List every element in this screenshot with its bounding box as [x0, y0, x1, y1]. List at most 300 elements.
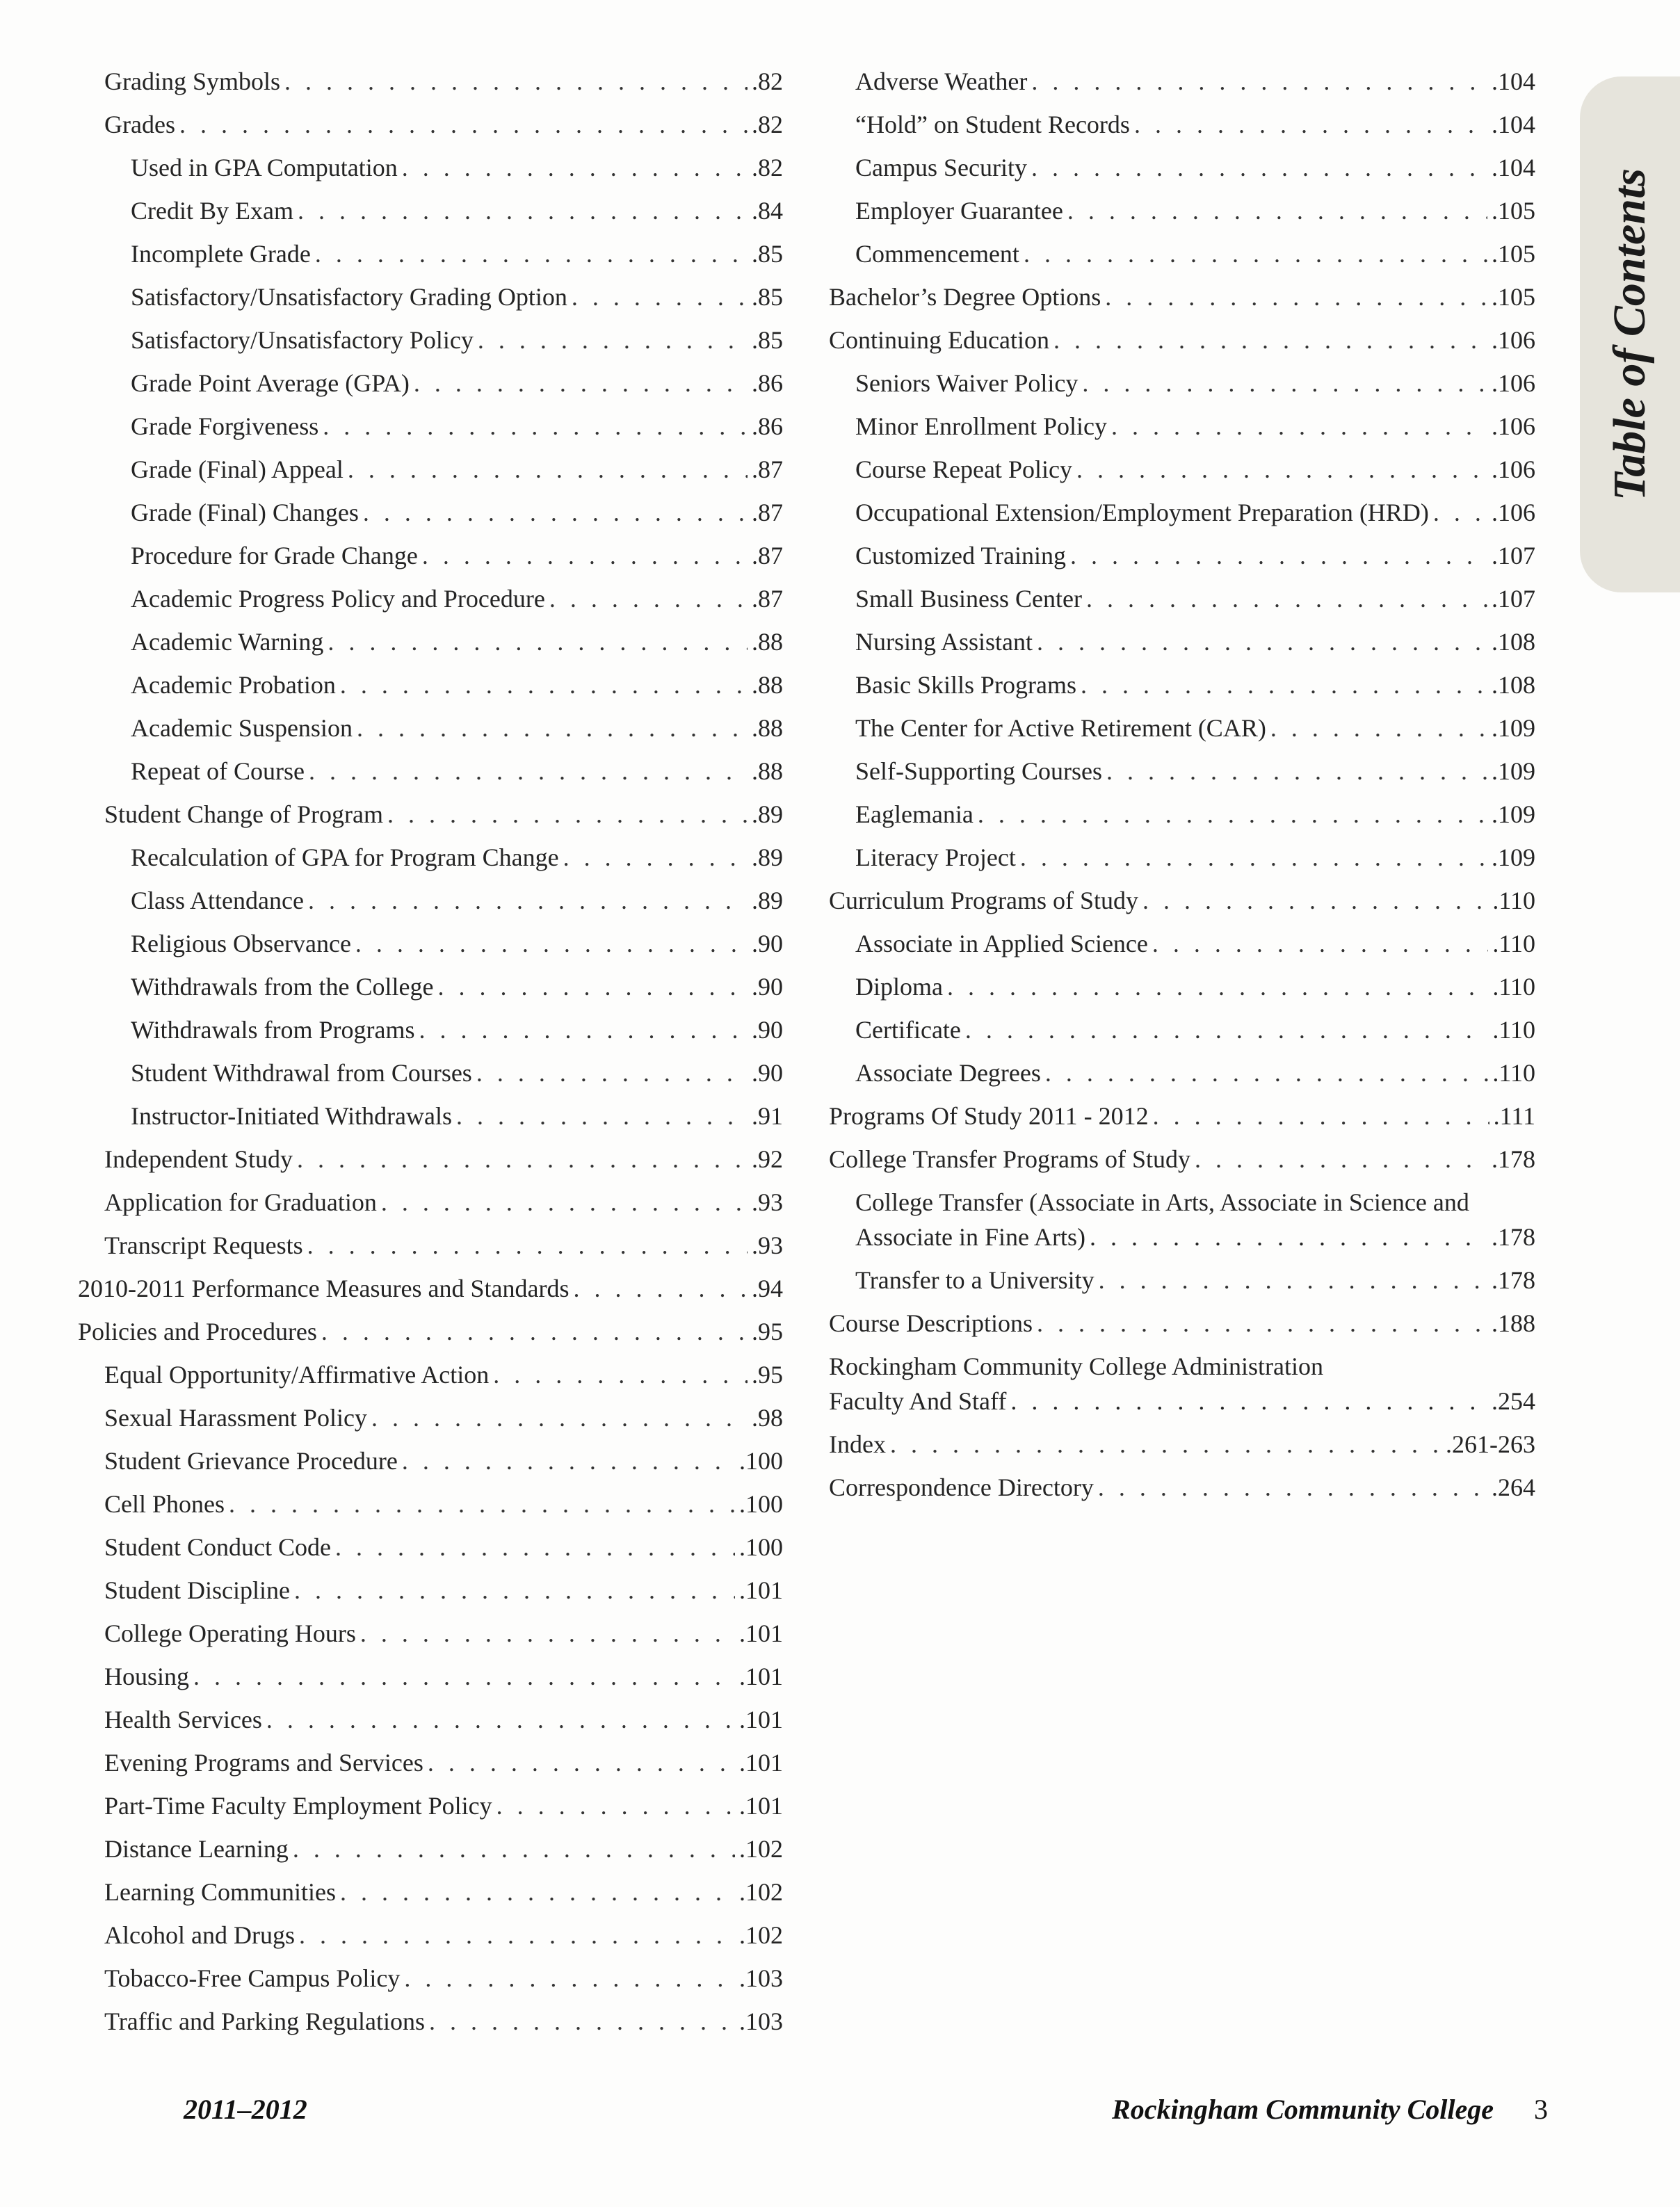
- toc-entry-page: .106: [1492, 499, 1535, 526]
- dot-leader: [323, 409, 748, 444]
- toc-entry[interactable]: [78, 2004, 783, 2039]
- toc-entry[interactable]: [78, 150, 783, 185]
- toc-entry[interactable]: [78, 1357, 783, 1392]
- toc-entry-page: .110: [1492, 973, 1535, 1001]
- dot-leader: [422, 538, 748, 573]
- toc-entry-page: .178: [1492, 1145, 1535, 1173]
- toc-entry[interactable]: [829, 1012, 1535, 1047]
- toc-entry-title: Policies and Procedures: [78, 1318, 317, 1345]
- dot-leader: [965, 1012, 1488, 1047]
- dot-leader: [1195, 1142, 1487, 1177]
- toc-entry[interactable]: [78, 1788, 783, 1823]
- toc-entry-title: Satisfactory/Unsatisfactory Policy: [131, 326, 474, 354]
- dot-leader: [340, 1875, 735, 1909]
- dot-leader: [229, 1487, 735, 1521]
- toc-entry-page: .86: [752, 369, 783, 397]
- toc-entry-title: Equal Opportunity/Affirmative Action: [104, 1361, 490, 1389]
- toc-entry-title: Bachelor’s Degree Options: [829, 283, 1101, 311]
- dot-leader: [1082, 366, 1487, 401]
- toc-entry-page: .110: [1492, 930, 1535, 957]
- toc-entry-page: .108: [1492, 671, 1535, 699]
- toc-entry-title: Health Services: [104, 1706, 262, 1733]
- toc-entry-page: .110: [1492, 1059, 1535, 1087]
- dot-leader: [381, 1185, 748, 1220]
- toc-entry-title: Cell Phones: [104, 1490, 225, 1518]
- toc-entry-title: Transfer to a University: [855, 1266, 1095, 1294]
- toc-entry-title: Student Conduct Code: [104, 1533, 331, 1561]
- toc-entry-title: Alcohol and Drugs: [104, 1921, 295, 1949]
- toc-entry[interactable]: [829, 150, 1535, 185]
- toc-entry-page: .111: [1493, 1102, 1535, 1130]
- toc-entry-page: .101: [739, 1749, 783, 1777]
- dot-leader: [572, 280, 748, 314]
- dot-leader: [1067, 193, 1487, 228]
- toc-entry-title: Customized Training: [855, 542, 1067, 569]
- toc-entry[interactable]: [829, 64, 1535, 99]
- dot-leader: [549, 581, 748, 616]
- toc-entry-page: .103: [739, 2007, 783, 2035]
- toc-entry-title: Grade Point Average (GPA): [131, 369, 410, 397]
- toc-entry[interactable]: [829, 1056, 1535, 1090]
- dot-leader: [321, 1314, 748, 1349]
- toc-entry-title: Adverse Weather: [855, 67, 1028, 95]
- toc-entry-page: .101: [739, 1663, 783, 1690]
- toc-entry-title: Course Repeat Policy: [855, 455, 1072, 483]
- toc-entry[interactable]: [78, 64, 783, 99]
- dot-leader: [1086, 581, 1487, 616]
- dot-leader: [266, 1702, 735, 1737]
- dot-leader: [387, 797, 748, 832]
- toc-entry[interactable]: [78, 236, 783, 271]
- dot-leader: [478, 323, 748, 357]
- toc-entry[interactable]: [78, 1961, 783, 1996]
- toc-entry-page: .89: [752, 887, 783, 914]
- dot-leader: [293, 1832, 735, 1866]
- dot-leader: [307, 1228, 748, 1263]
- dot-leader: [402, 1444, 735, 1478]
- toc-entry-title: Withdrawals from the College: [131, 973, 434, 1001]
- toc-entry-title: Eaglemania: [855, 800, 974, 828]
- toc-entry-title: Basic Skills Programs: [855, 671, 1077, 699]
- toc-entry[interactable]: [78, 193, 783, 228]
- toc-entry-page: .109: [1492, 714, 1535, 742]
- toc-entry[interactable]: [829, 1306, 1535, 1341]
- toc-entry-title: Incomplete Grade: [131, 240, 311, 268]
- section-tab[interactable]: [1580, 76, 1680, 592]
- dot-leader: [476, 1056, 748, 1090]
- toc-entry[interactable]: [78, 1702, 783, 1737]
- dot-leader: [1152, 926, 1488, 961]
- dot-leader: [890, 1427, 1441, 1462]
- toc-entry-title: Academic Warning: [131, 628, 324, 656]
- toc-entry-page: .82: [752, 154, 783, 181]
- dot-leader: [360, 1616, 735, 1651]
- dot-leader: [1076, 452, 1487, 487]
- toc-entry-page: .188: [1492, 1309, 1535, 1337]
- toc-entry-title: Part-Time Faculty Employment Policy: [104, 1792, 492, 1820]
- dot-leader: [1105, 280, 1487, 314]
- dot-leader: [1111, 409, 1487, 444]
- dot-leader: [1031, 64, 1487, 99]
- toc-entry[interactable]: [829, 236, 1535, 271]
- toc-entry-page: .254: [1492, 1387, 1535, 1415]
- dot-leader: [363, 495, 748, 530]
- toc-entry[interactable]: [78, 1487, 783, 1521]
- toc-entry[interactable]: [829, 668, 1535, 702]
- toc-entry-page: .98: [752, 1404, 783, 1432]
- dot-leader: [179, 107, 748, 142]
- dot-leader: [1070, 538, 1487, 573]
- toc-entry[interactable]: [829, 280, 1535, 314]
- toc-entry-title: Student Discipline: [104, 1576, 290, 1604]
- toc-entry-page: .104: [1492, 67, 1535, 95]
- toc-entry-page: .90: [752, 930, 783, 957]
- toc-entry-title: College Transfer Programs of Study: [829, 1145, 1190, 1173]
- page-number: 3: [1534, 2094, 1548, 2125]
- toc-entry-page: .109: [1492, 757, 1535, 785]
- toc-entry[interactable]: [78, 668, 783, 702]
- toc-entry[interactable]: [829, 1263, 1535, 1297]
- toc-entry-title: Traffic and Parking Regulations: [104, 2007, 425, 2035]
- dot-leader: [1031, 150, 1487, 185]
- toc-entry[interactable]: [829, 1349, 1535, 1418]
- toc-entry-page: .88: [752, 757, 783, 785]
- dot-leader: [1099, 1263, 1487, 1297]
- dot-leader: [348, 452, 748, 487]
- toc-entry-title: Minor Enrollment Policy: [855, 412, 1107, 440]
- toc-entry-title: Satisfactory/Unsatisfactory Grading Option: [131, 283, 567, 311]
- toc-entry[interactable]: [78, 1056, 783, 1090]
- toc-entry[interactable]: [829, 624, 1535, 659]
- toc-entry-title: Class Attendance: [131, 887, 304, 914]
- toc-entry[interactable]: [78, 1659, 783, 1694]
- dot-leader: [429, 2004, 735, 2039]
- toc-entry-page: .94: [752, 1275, 783, 1302]
- toc-entry-title: Procedure for Grade Change: [131, 542, 418, 569]
- toc-entry-page: .93: [752, 1188, 783, 1216]
- footer-year: 2011–2012: [184, 2094, 307, 2125]
- dot-leader: [1090, 1220, 1487, 1254]
- toc-entry[interactable]: [829, 883, 1535, 918]
- toc-entry[interactable]: [78, 1573, 783, 1608]
- toc-entry[interactable]: [829, 538, 1535, 573]
- toc-entry[interactable]: [78, 1616, 783, 1651]
- toc-entry-title: College Operating Hours: [104, 1619, 356, 1647]
- dot-leader: [309, 754, 748, 789]
- toc-entry-title: Academic Progress Policy and Procedure: [131, 585, 545, 613]
- toc-entry-page: .85: [752, 240, 783, 268]
- toc-entry[interactable]: [78, 1185, 783, 1220]
- toc-entry-title: Commencement: [855, 240, 1019, 268]
- toc-entry-title: Correspondence Directory: [829, 1473, 1094, 1501]
- dot-leader: [437, 969, 748, 1004]
- toc-entry-title-line: College Transfer (Associate in Arts, Associate in Science and: [855, 1188, 1469, 1216]
- toc-entry-title: Programs Of Study 2011 - 2012: [829, 1102, 1149, 1130]
- toc-entry[interactable]: [78, 1012, 783, 1047]
- toc-entry[interactable]: [78, 409, 783, 444]
- toc-entry-title: Application for Graduation: [104, 1188, 377, 1216]
- toc-entry[interactable]: [78, 1142, 783, 1177]
- toc-entry-page: .101: [739, 1619, 783, 1647]
- dot-leader: [1045, 1056, 1488, 1090]
- toc-entry[interactable]: [829, 495, 1535, 530]
- toc-entry[interactable]: [829, 323, 1535, 357]
- toc-entry-title: Grade (Final) Changes: [131, 499, 359, 526]
- toc-entry-page: .92: [752, 1145, 783, 1173]
- toc-entry[interactable]: [829, 969, 1535, 1004]
- toc-entry-page: .82: [752, 67, 783, 95]
- toc-entry[interactable]: [78, 1444, 783, 1478]
- toc-entry-page: .101: [739, 1792, 783, 1820]
- toc-entry-page: .110: [1492, 887, 1535, 914]
- dot-leader: [357, 711, 748, 745]
- toc-entry-title: Diploma: [855, 973, 943, 1001]
- toc-entry[interactable]: [78, 581, 783, 616]
- dot-leader: [1037, 624, 1487, 659]
- toc-entry-page: .88: [752, 671, 783, 699]
- dot-leader: [193, 1659, 735, 1694]
- dot-leader: [493, 1357, 748, 1392]
- toc-entry-page: .87: [752, 542, 783, 569]
- toc-entry[interactable]: [829, 1099, 1535, 1133]
- toc-entry[interactable]: [78, 1314, 783, 1349]
- toc-entry[interactable]: [78, 1875, 783, 1909]
- toc-entry-title: Used in GPA Computation: [131, 154, 398, 181]
- toc-entry[interactable]: [78, 969, 783, 1004]
- toc-entry-page: .95: [752, 1318, 783, 1345]
- dot-leader: [1153, 1099, 1489, 1133]
- dot-leader: [298, 193, 748, 228]
- toc-entry[interactable]: [829, 452, 1535, 487]
- dot-leader: [1270, 711, 1487, 745]
- toc-entry-page: .102: [739, 1835, 783, 1863]
- dot-leader: [294, 1573, 735, 1608]
- toc-entry-title: Independent Study: [104, 1145, 293, 1173]
- toc-entry-page: .100: [739, 1533, 783, 1561]
- dot-leader: [1020, 840, 1487, 875]
- toc-entry-title: Grade (Final) Appeal: [131, 455, 344, 483]
- dot-leader: [1024, 236, 1487, 271]
- toc-entry-title: Employer Guarantee: [855, 197, 1063, 225]
- toc-entry[interactable]: [829, 409, 1535, 444]
- toc-entry-page: .101: [739, 1576, 783, 1604]
- toc-entry[interactable]: [829, 926, 1535, 961]
- toc-entry[interactable]: [78, 1228, 783, 1263]
- toc-entry-title: Sexual Harassment Policy: [104, 1404, 367, 1432]
- dot-leader: [299, 1918, 735, 1953]
- toc-left-column: [78, 64, 783, 2047]
- dot-leader: [978, 797, 1487, 832]
- dot-leader: [573, 1271, 748, 1306]
- toc-entry-page: .106: [1492, 455, 1535, 483]
- toc-entry-title: Associate in Applied Science: [855, 930, 1148, 957]
- toc-entry[interactable]: [78, 366, 783, 401]
- toc-entry-page: .84: [752, 197, 783, 225]
- toc-entry-page: .104: [1492, 154, 1535, 181]
- toc-entry-title: Index: [829, 1430, 886, 1458]
- toc-entry-title: Grading Symbols: [104, 67, 281, 95]
- dot-leader: [402, 150, 748, 185]
- toc-entry-page: .90: [752, 973, 783, 1001]
- dot-leader: [297, 1142, 748, 1177]
- toc-entry-page: .105: [1492, 240, 1535, 268]
- toc-entry-page: .109: [1492, 800, 1535, 828]
- toc-entry[interactable]: [829, 581, 1535, 616]
- dot-leader: [308, 883, 748, 918]
- section-tab-label: Table of Contents: [1604, 168, 1656, 501]
- toc-entry-page: .87: [752, 455, 783, 483]
- toc-entry-title: Seniors Waiver Policy: [855, 369, 1079, 397]
- toc-entry-title: Faculty And Staff: [829, 1387, 1007, 1415]
- toc-entry[interactable]: [829, 366, 1535, 401]
- toc-entry[interactable]: [829, 840, 1535, 875]
- toc-entry-page: .100: [739, 1490, 783, 1518]
- toc-entry-page: .102: [739, 1921, 783, 1949]
- toc-entry-page: .105: [1492, 283, 1535, 311]
- toc-entry-page: .107: [1492, 542, 1535, 569]
- toc-entry-title: 2010-2011 Performance Measures and Standards: [78, 1275, 570, 1302]
- toc-entry[interactable]: [78, 1832, 783, 1866]
- toc-entry-page: .91: [752, 1102, 783, 1130]
- toc-entry[interactable]: [78, 1099, 783, 1133]
- toc-entry[interactable]: [78, 538, 783, 573]
- toc-entry-title: Repeat of Course: [131, 757, 305, 785]
- toc-entry[interactable]: [78, 624, 783, 659]
- dot-leader: [1053, 323, 1487, 357]
- toc-entry[interactable]: [78, 495, 783, 530]
- toc-entry-title: Literacy Project: [855, 843, 1016, 871]
- dot-leader: [1433, 495, 1487, 530]
- toc-entry[interactable]: [78, 1271, 783, 1306]
- toc-entry[interactable]: [78, 797, 783, 832]
- toc-entry-title: Associate Degrees: [855, 1059, 1041, 1087]
- toc-entry-title: Grades: [104, 111, 175, 138]
- toc-entry-title: “Hold” on Student Records: [855, 111, 1130, 138]
- toc-entry[interactable]: [78, 280, 783, 314]
- toc-entry-title: Course Descriptions: [829, 1309, 1033, 1337]
- dot-leader: [1037, 1306, 1487, 1341]
- dot-leader: [1081, 668, 1487, 702]
- toc-entry-page: .102: [739, 1878, 783, 1906]
- dot-leader: [563, 840, 748, 875]
- dot-leader: [947, 969, 1488, 1004]
- footer-college-name: Rockingham Community College: [1112, 2094, 1494, 2125]
- toc-entry-page: .261-263: [1446, 1430, 1535, 1458]
- dot-leader: [456, 1099, 748, 1133]
- toc-entry-title: Occupational Extension/Employment Preparation (HRD): [855, 499, 1429, 526]
- toc-entry[interactable]: [78, 1745, 783, 1780]
- toc-entry[interactable]: [829, 754, 1535, 789]
- toc-entry[interactable]: [78, 1918, 783, 1953]
- toc-entry-page: .178: [1492, 1266, 1535, 1294]
- toc-entry[interactable]: [829, 193, 1535, 228]
- dot-leader: [1142, 883, 1488, 918]
- toc-entry-title: Evening Programs and Services: [104, 1749, 423, 1777]
- toc-entry-page: .103: [739, 1964, 783, 1992]
- toc-entry[interactable]: [829, 711, 1535, 745]
- toc-entry[interactable]: [78, 1400, 783, 1435]
- toc-entry-page: .109: [1492, 843, 1535, 871]
- toc-entry-page: .95: [752, 1361, 783, 1389]
- toc-entry-title: Academic Probation: [131, 671, 336, 699]
- toc-entry[interactable]: [78, 883, 783, 918]
- toc-entry[interactable]: [78, 926, 783, 961]
- toc-entry-title: Withdrawals from Programs: [131, 1016, 415, 1044]
- toc-entry-title: Tobacco-Free Campus Policy: [104, 1964, 401, 1992]
- toc-entry[interactable]: [829, 1470, 1535, 1505]
- toc-entry-title: Learning Communities: [104, 1878, 336, 1906]
- toc-entry[interactable]: [829, 1142, 1535, 1177]
- toc-entry[interactable]: [829, 107, 1535, 142]
- toc-entry-page: .88: [752, 714, 783, 742]
- toc-entry-title: Self-Supporting Courses: [855, 757, 1102, 785]
- toc-entry-title: Curriculum Programs of Study: [829, 887, 1138, 914]
- dot-leader: [284, 64, 748, 99]
- dot-leader: [340, 668, 748, 702]
- toc-entry-title: Distance Learning: [104, 1835, 289, 1863]
- toc-entry-title: Recalculation of GPA for Program Change: [131, 843, 559, 871]
- toc-entry[interactable]: [829, 1185, 1535, 1254]
- dot-leader: [1098, 1470, 1487, 1505]
- toc-entry[interactable]: [78, 1530, 783, 1565]
- toc-entry-page: .107: [1492, 585, 1535, 613]
- dot-leader: [371, 1400, 748, 1435]
- toc-entry[interactable]: [78, 840, 783, 875]
- toc-entry-page: .101: [739, 1706, 783, 1733]
- dot-leader: [1106, 754, 1487, 789]
- toc-entry-title: Student Grievance Procedure: [104, 1447, 398, 1475]
- toc-entry-page: .108: [1492, 628, 1535, 656]
- toc-entry[interactable]: [78, 107, 783, 142]
- toc-entry[interactable]: [829, 797, 1535, 832]
- toc-entry-title-line: Rockingham Community College Administration: [829, 1352, 1323, 1380]
- toc-entry-title: Campus Security: [855, 154, 1027, 181]
- toc-entry-page: .106: [1492, 369, 1535, 397]
- dot-leader: [335, 1530, 735, 1565]
- toc-entry-page: .85: [752, 283, 783, 311]
- toc-entry-title: Instructor-Initiated Withdrawals: [131, 1102, 453, 1130]
- dot-leader: [1134, 107, 1487, 142]
- toc-entry-page: .178: [1492, 1223, 1535, 1251]
- toc-entry-title: Student Change of Program: [104, 800, 383, 828]
- toc-entry-page: .89: [752, 800, 783, 828]
- dot-leader: [1010, 1384, 1487, 1418]
- toc-entry-page: .89: [752, 843, 783, 871]
- toc-entry-page: .82: [752, 111, 783, 138]
- toc-entry-page: .88: [752, 628, 783, 656]
- toc-entry[interactable]: [829, 1427, 1535, 1462]
- toc-entry[interactable]: [78, 754, 783, 789]
- toc-entry[interactable]: [78, 323, 783, 357]
- toc-entry-page: .105: [1492, 197, 1535, 225]
- dot-leader: [428, 1745, 735, 1780]
- toc-entry-page: .100: [739, 1447, 783, 1475]
- dot-leader: [496, 1788, 735, 1823]
- toc-entry-page: .86: [752, 412, 783, 440]
- dot-leader: [419, 1012, 748, 1047]
- toc-entry-page: .106: [1492, 412, 1535, 440]
- toc-entry-page: .264: [1492, 1473, 1535, 1501]
- toc-right-column: [829, 64, 1535, 1513]
- toc-entry-title: Continuing Education: [829, 326, 1049, 354]
- dot-leader: [414, 366, 748, 401]
- toc-entry[interactable]: [78, 711, 783, 745]
- toc-entry-page: .93: [752, 1231, 783, 1259]
- toc-entry-page: .87: [752, 585, 783, 613]
- toc-entry-title: Academic Suspension: [131, 714, 353, 742]
- toc-entry-title: Nursing Assistant: [855, 628, 1033, 656]
- toc-entry[interactable]: [78, 452, 783, 487]
